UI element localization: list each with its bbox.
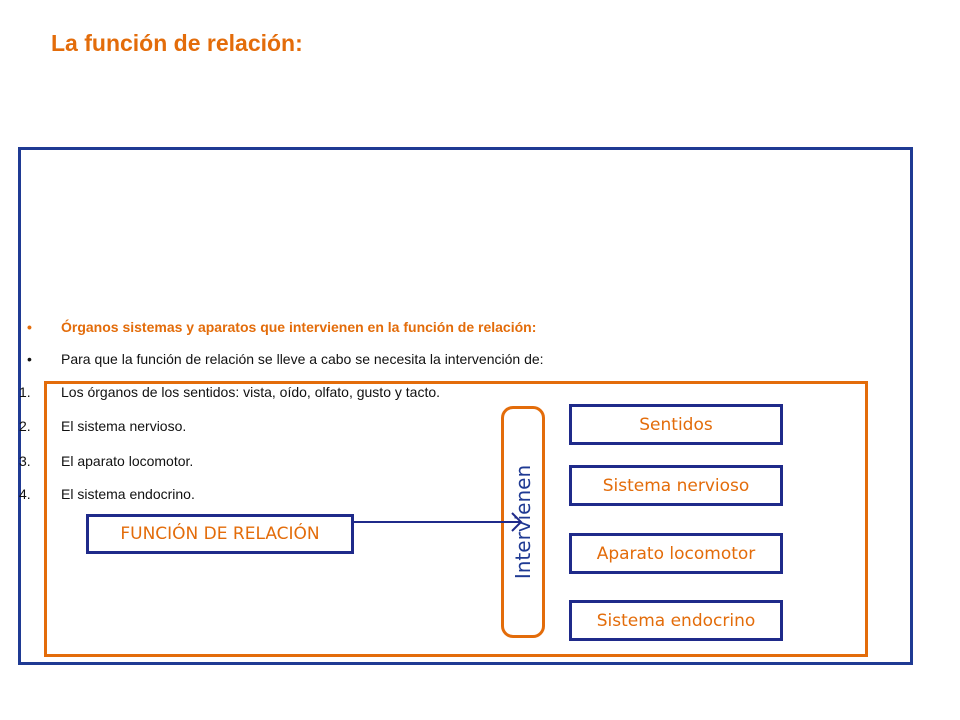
- numbered-text: El sistema endocrino.: [61, 486, 195, 502]
- target-box-sentidos: [569, 404, 783, 445]
- bullet-marker: •: [27, 351, 32, 367]
- bullet-text: Para que la función de relación se lleve a cabo se necesita la intervención de:: [61, 351, 544, 367]
- bullet-marker: •: [27, 319, 32, 335]
- numbered-text: El aparato locomotor.: [61, 453, 194, 469]
- target-box-sistema-nervioso: [569, 465, 783, 506]
- target-box-aparato-locomotor: [569, 533, 783, 574]
- target-box-sistema-endocrino: [569, 600, 783, 641]
- bullet-text: Órganos sistemas y aparatos que intervienen en la función de relación:: [61, 319, 537, 335]
- number-marker: 3.: [19, 453, 31, 469]
- page-title: La función de relación:: [51, 30, 303, 56]
- numbered-text: Los órganos de los sentidos: vista, oído, olfato, gusto y tacto.: [61, 384, 441, 400]
- number-marker: 2.: [19, 418, 31, 434]
- number-marker: 4.: [19, 486, 31, 502]
- target-label: Sistema nervioso: [602, 475, 750, 496]
- target-label: Sentidos: [639, 414, 713, 435]
- target-label: Sistema endocrino: [596, 610, 756, 631]
- target-label: Aparato locomotor: [596, 543, 756, 564]
- number-marker: 1.: [19, 384, 31, 400]
- funcion-relacion-box: [86, 514, 354, 554]
- numbered-text: El sistema nervioso.: [61, 418, 187, 434]
- funcion-relacion-label: FUNCIÓN DE RELACIÓN: [120, 524, 320, 544]
- intervienen-label: Intervienen: [511, 464, 536, 580]
